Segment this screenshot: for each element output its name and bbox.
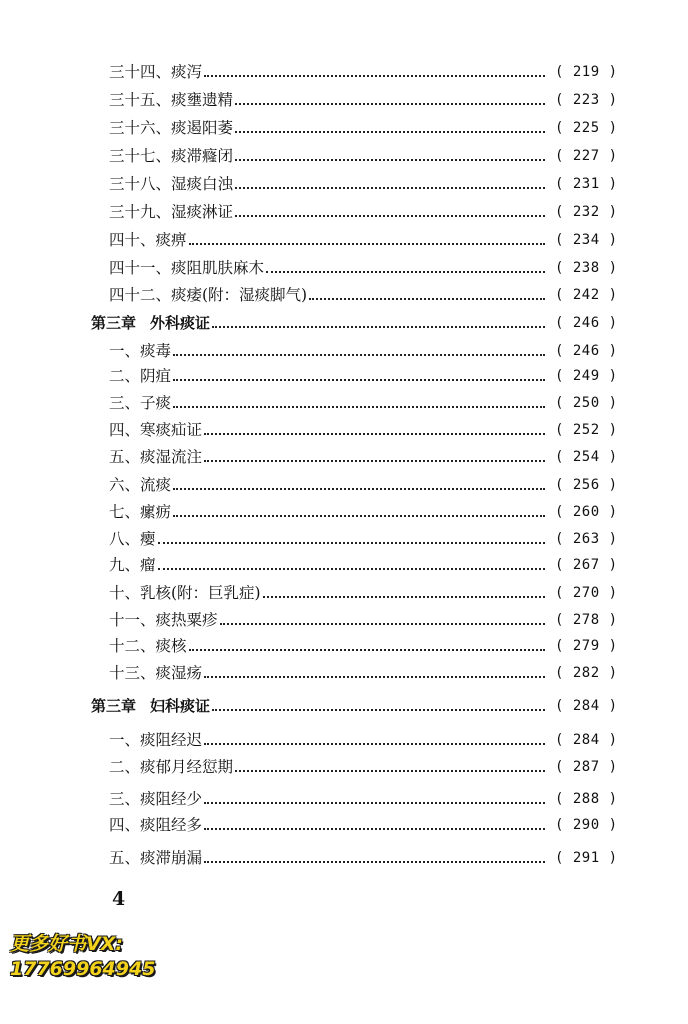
toc-page-number: ( 227 ): [555, 148, 618, 164]
toc-entry-row: [0, 283, 688, 307]
dot-leader: [235, 159, 545, 161]
toc-title: 四、痰阻经多: [109, 816, 203, 834]
toc-entry-row: [0, 418, 688, 442]
toc-entry-row: [0, 339, 688, 363]
toc-title: 三十六、痰遏阳萎: [109, 119, 234, 137]
toc-entry-row: [0, 473, 688, 497]
dot-leader: [235, 103, 545, 105]
toc-page-number: ( 287 ): [555, 759, 618, 775]
toc-title: 三十五、痰壅遗精: [109, 91, 234, 109]
toc-entry-row: [0, 88, 688, 112]
toc-page-number: ( 256 ): [555, 477, 618, 493]
dot-leader: [263, 596, 545, 598]
toc-title: 三十九、湿痰淋证: [109, 203, 234, 221]
toc-title: 三十七、痰滞癃闭: [109, 147, 234, 165]
toc-title: 四十二、痰痿(附：湿痰脚气): [109, 286, 308, 304]
dot-leader: [204, 433, 545, 435]
toc-entry-row: [0, 553, 688, 577]
toc-title: 三、子痰: [109, 394, 172, 412]
toc-page-number: ( 282 ): [555, 665, 618, 681]
toc-entry-row: [0, 755, 688, 779]
toc-page-number: ( 279 ): [555, 638, 618, 654]
toc-title: 四十、痰痹: [109, 231, 187, 249]
toc-page-number: ( 223 ): [555, 92, 618, 108]
toc-title: 一、痰毒: [109, 342, 172, 360]
toc-title: 六、流痰: [109, 476, 172, 494]
toc-page-number: ( 288 ): [555, 791, 618, 807]
toc-entry-row: [0, 364, 688, 388]
toc-chapter-row: [0, 311, 688, 335]
toc-entry-row: [0, 500, 688, 524]
toc-page-number: ( 242 ): [555, 287, 618, 303]
toc-title: 五、痰湿流注: [109, 448, 203, 466]
dot-leader: [204, 861, 545, 863]
toc-title: 四十一、痰阻肌肤麻木: [109, 259, 265, 277]
toc-chapter-row: [0, 694, 688, 718]
toc-title: 二、痰郁月经愆期: [109, 758, 234, 776]
dot-leader: [235, 215, 545, 217]
toc-entry-row: [0, 728, 688, 752]
dot-leader: [204, 828, 545, 830]
dot-leader: [220, 623, 545, 625]
toc-title: 九、瘤: [109, 556, 156, 574]
toc-title: 三、痰阻经少: [109, 790, 203, 808]
toc-page-number: ( 249 ): [555, 368, 618, 384]
toc-entry-row: [0, 527, 688, 551]
toc-title: 十一、痰热粟疹: [109, 611, 218, 629]
toc-page-number: ( 238 ): [555, 260, 618, 276]
dot-leader: [204, 676, 545, 678]
toc-page-number: ( 254 ): [555, 449, 618, 465]
toc-entry-row: [0, 661, 688, 685]
dot-leader: [204, 75, 545, 77]
dot-leader: [173, 406, 545, 408]
toc-title: [91, 311, 210, 335]
toc-entry-row: [0, 787, 688, 811]
dot-leader: [212, 709, 545, 711]
toc-entry-row: [0, 581, 688, 605]
toc-title: 五、痰滞崩漏: [109, 849, 203, 867]
toc-page-number: ( 270 ): [555, 585, 618, 601]
dot-leader: [266, 271, 545, 273]
toc-page-number: ( 234 ): [555, 232, 618, 248]
toc-page-number: ( 232 ): [555, 204, 618, 220]
dot-leader: [212, 326, 545, 328]
dot-leader: [173, 379, 545, 381]
toc-page-number: ( 252 ): [555, 422, 618, 438]
toc-page-number: ( 260 ): [555, 504, 618, 520]
dot-leader: [173, 515, 545, 517]
toc-page-number: ( 231 ): [555, 176, 618, 192]
toc-entry-row: [0, 144, 688, 168]
toc-entry-row: [0, 116, 688, 140]
toc-page-number: ( 225 ): [555, 120, 618, 136]
toc-page-number: ( 278 ): [555, 612, 618, 628]
toc-page-number: ( 250 ): [555, 395, 618, 411]
dot-leader: [204, 802, 545, 804]
toc-page-number: ( 267 ): [555, 557, 618, 573]
toc-page-number: ( 291 ): [555, 850, 618, 866]
toc-title: 二、阴疽: [109, 367, 172, 385]
page-number: 4: [112, 888, 126, 910]
toc-title: 七、瘰疬: [109, 503, 172, 521]
toc-title: 八、瘿: [109, 530, 156, 548]
toc-entry-row: [0, 200, 688, 224]
toc-entry-row: [0, 634, 688, 658]
toc-page-number: ( 290 ): [555, 817, 618, 833]
toc-title: 一、痰阻经迟: [109, 731, 203, 749]
toc-page-number: ( 246 ): [555, 315, 618, 331]
dot-leader: [189, 243, 545, 245]
toc-page-number: ( 246 ): [555, 343, 618, 359]
toc-entry-row: [0, 846, 688, 870]
dot-leader: [235, 187, 545, 189]
toc-page-number: ( 284 ): [555, 698, 618, 714]
toc-entry-row: [0, 445, 688, 469]
chapter-number: 第三章: [91, 314, 137, 332]
toc-entry-row: [0, 813, 688, 837]
dot-leader: [204, 460, 545, 462]
toc-title: 十、乳核(附：巨乳症): [109, 584, 261, 602]
toc-title: [91, 694, 210, 718]
toc-entry-row: [0, 60, 688, 84]
toc-page-number: ( 284 ): [555, 732, 618, 748]
dot-leader: [204, 743, 545, 745]
chapter-title: 妇科痰证: [150, 697, 211, 715]
dot-leader: [309, 298, 545, 300]
toc-title: 十三、痰湿疡: [109, 664, 203, 682]
dot-leader: [173, 354, 545, 356]
dot-leader: [158, 568, 545, 570]
toc-entry-row: [0, 228, 688, 252]
toc-entry-row: [0, 172, 688, 196]
toc-entry-row: [0, 608, 688, 632]
toc-title: 三十四、痰泻: [109, 63, 203, 81]
toc-page-number: ( 219 ): [555, 64, 618, 80]
dot-leader: [158, 542, 545, 544]
toc-entry-row: [0, 391, 688, 415]
chapter-title: 外科痰证: [150, 314, 211, 332]
dot-leader: [173, 488, 545, 490]
dot-leader: [235, 131, 545, 133]
watermark-line-1: 更多好书VX:: [10, 933, 123, 955]
toc-title: 三十八、湿痰白浊: [109, 175, 234, 193]
toc-title: 十二、痰核: [109, 637, 187, 655]
watermark: [10, 932, 155, 982]
watermark-line-2: 17769964945: [10, 958, 156, 980]
dot-leader: [235, 770, 545, 772]
chapter-number: 第三章: [91, 697, 137, 715]
toc-page-number: ( 263 ): [555, 531, 618, 547]
toc-title: 四、寒痰疝证: [109, 421, 203, 439]
dot-leader: [189, 649, 545, 651]
toc-entry-row: [0, 256, 688, 280]
